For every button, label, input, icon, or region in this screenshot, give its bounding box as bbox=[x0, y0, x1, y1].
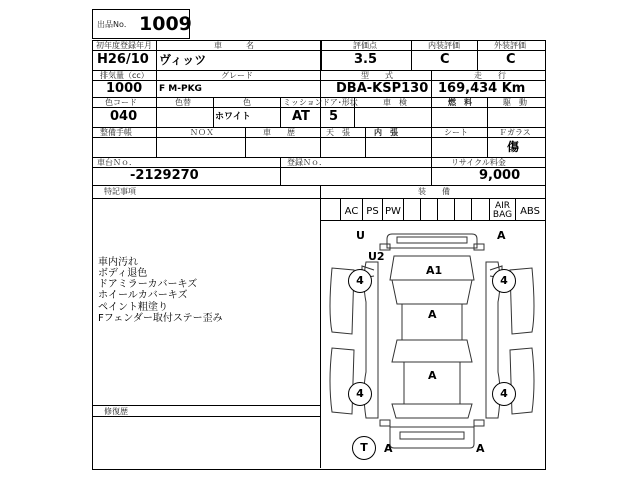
tire-rear-left: 4 bbox=[348, 382, 372, 406]
car-name-value: ヴィッツ bbox=[159, 53, 207, 67]
grade-label: グレード bbox=[221, 71, 253, 80]
displacement-value: 1000 bbox=[106, 81, 143, 96]
rule bbox=[280, 157, 281, 185]
note-line: ホイールカバーキズ bbox=[98, 290, 188, 301]
interior-score-value: C bbox=[440, 52, 450, 67]
mileage-label: 走 行 bbox=[474, 71, 506, 80]
car-name-label: 車 名 bbox=[214, 41, 254, 50]
model-label: 型 式 bbox=[361, 71, 393, 80]
rule bbox=[156, 40, 157, 70]
drive-label: 駆 動 bbox=[503, 98, 527, 107]
note-line: 車内汚れ bbox=[98, 257, 138, 268]
first-reg-label: 初年度登録年月 bbox=[96, 41, 152, 50]
damage-mark: A bbox=[384, 442, 393, 455]
color-label: 色 bbox=[243, 98, 251, 107]
inspection-label: 車 検 bbox=[383, 98, 407, 107]
chassis-label: 車台Ｎｏ． bbox=[97, 158, 137, 167]
chassis-value: -2129270 bbox=[130, 168, 199, 183]
repair-history-label: 修復歴 bbox=[104, 407, 128, 416]
tire-front-right: 4 bbox=[492, 269, 516, 293]
nox-label: ＮＯＸ bbox=[190, 128, 214, 137]
rule bbox=[431, 97, 432, 127]
damage-mark: U2 bbox=[368, 250, 385, 263]
rule bbox=[156, 70, 157, 97]
first-reg-value: H26/10 bbox=[97, 52, 149, 67]
interior-score-label: 内装評価 bbox=[428, 41, 460, 50]
history-label: 車 歴 bbox=[263, 128, 295, 137]
rule bbox=[320, 70, 321, 97]
transmission-value: AT bbox=[292, 109, 310, 124]
tire-front-left: 4 bbox=[348, 269, 372, 293]
displacement-label: 排気量（cc） bbox=[100, 71, 149, 80]
rule bbox=[92, 198, 546, 199]
rule bbox=[156, 97, 157, 127]
tire-spare: T bbox=[352, 436, 376, 460]
damage-mark: A bbox=[428, 308, 437, 321]
color-code-label: 色コード bbox=[105, 98, 137, 107]
ceiling-label: 天 張 bbox=[326, 128, 350, 137]
rule bbox=[477, 40, 478, 70]
lot-number-box bbox=[92, 9, 190, 39]
tire-rear-right: 4 bbox=[492, 382, 516, 406]
note-line: Fフェンダー取付ステー歪み bbox=[98, 313, 223, 324]
rule bbox=[431, 157, 432, 185]
grade-value: F M-PKG bbox=[159, 84, 202, 94]
color-change-label: 色替 bbox=[175, 98, 191, 107]
rule bbox=[431, 70, 432, 97]
rule bbox=[411, 40, 412, 70]
transmission-label: ミッション bbox=[283, 98, 323, 107]
seat-label: シート bbox=[444, 128, 468, 137]
rule bbox=[156, 127, 157, 157]
rule bbox=[92, 185, 546, 186]
note-line: ペイント粗塗り bbox=[98, 302, 168, 313]
note-line: ボディ退色 bbox=[98, 268, 148, 279]
damage-mark: A bbox=[497, 229, 506, 242]
glass-label: Ｆガラス bbox=[499, 128, 531, 137]
doors-value: 5 bbox=[329, 109, 339, 124]
rule bbox=[92, 405, 320, 406]
doors-label: ドア･形状 bbox=[322, 98, 358, 107]
rule bbox=[245, 127, 246, 157]
mileage-value: 169,434 Km bbox=[438, 81, 526, 96]
damage-mark: A bbox=[428, 369, 437, 382]
recycle-label: リサイクル料金 bbox=[451, 158, 506, 167]
rule bbox=[487, 127, 488, 157]
inner-trim-label: 内 張 bbox=[374, 128, 398, 137]
glass-value: 傷 bbox=[507, 140, 520, 154]
fuel-label: 燃 料 bbox=[448, 98, 472, 107]
equipment-abs: ABS bbox=[520, 206, 540, 217]
rule bbox=[320, 185, 321, 468]
recycle-value: 9,000 bbox=[479, 168, 521, 183]
rule bbox=[320, 127, 321, 157]
rule bbox=[487, 97, 488, 127]
reg-no-label: 登録Ｎｏ． bbox=[287, 158, 327, 167]
equipment-airbag: AIR BAG bbox=[492, 201, 513, 220]
equipment-ac: AC bbox=[344, 206, 359, 217]
equipment-label: 装 備 bbox=[418, 187, 450, 196]
damage-mark: U bbox=[356, 229, 365, 242]
lot-label: 出品No． bbox=[97, 20, 132, 29]
exterior-score-value: C bbox=[506, 52, 516, 67]
score-label: 評価点 bbox=[353, 41, 377, 50]
rule bbox=[431, 127, 432, 157]
vehicle-damage-diagram bbox=[322, 222, 542, 466]
rule bbox=[213, 97, 214, 127]
model-value: DBA-KSP130 bbox=[336, 81, 429, 96]
note-line: ドアミラーカバーキズ bbox=[98, 279, 198, 290]
color-code-value: 040 bbox=[110, 109, 138, 124]
color-value: ホワイト bbox=[215, 112, 251, 122]
equipment-ps: PS bbox=[366, 206, 379, 217]
maintenance-label: 整備手帳 bbox=[100, 128, 132, 137]
equipment-pw: PW bbox=[385, 206, 401, 217]
rule bbox=[280, 97, 281, 127]
rule bbox=[92, 127, 546, 128]
lot-number: 1009 bbox=[139, 13, 192, 35]
damage-mark: A bbox=[476, 442, 485, 455]
damage-mark: A1 bbox=[426, 264, 443, 277]
rule bbox=[92, 137, 546, 138]
notes-label: 特記事項 bbox=[104, 187, 136, 196]
rule bbox=[320, 40, 322, 70]
score-value: 3.5 bbox=[354, 52, 378, 67]
exterior-score-label: 外装評価 bbox=[494, 41, 526, 50]
rule bbox=[365, 127, 366, 157]
